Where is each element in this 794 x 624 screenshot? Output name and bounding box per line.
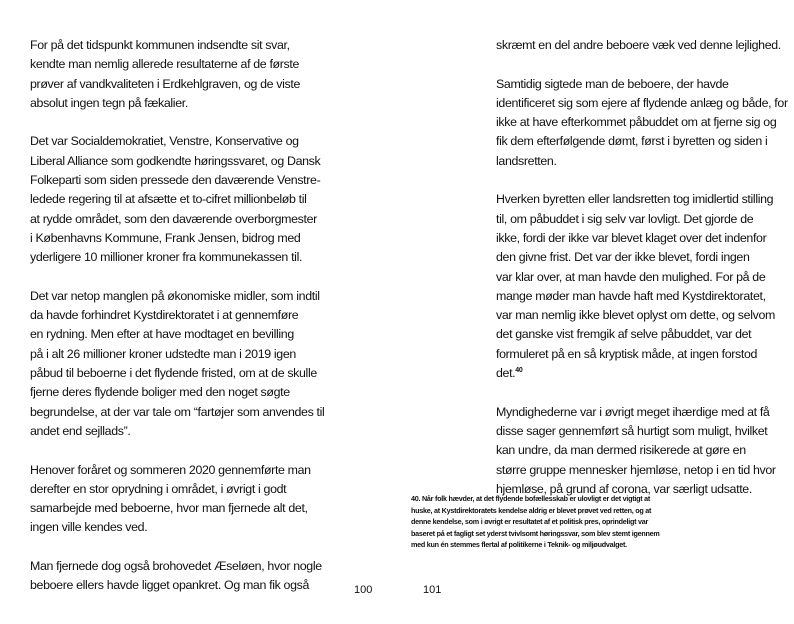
text-line: For på det tidspunkt kommunen indsendte sit svar, bbox=[30, 38, 290, 52]
paragraph-gap bbox=[30, 538, 375, 557]
text-line: Liberal Alliance som godkendte høringssvaret, og Dansk bbox=[30, 153, 321, 168]
text-line: hjemløse, på grund af corona, var særligt udsatte. bbox=[496, 481, 752, 496]
paragraph-gap bbox=[30, 268, 375, 287]
text-line: disse sager gennemført så hurtigt som muligt, hvilket bbox=[496, 423, 768, 438]
footnote-line: 40. Når folk hævder, at det flydende bofællesskab er ulovligt er det vigtigt at bbox=[411, 494, 651, 503]
text-line: i Københavns Kommune, Frank Jensen, bidrog med bbox=[30, 230, 301, 245]
text-line: kan undre, da man dermed risikerede at gøre en bbox=[496, 443, 746, 458]
text-line: var klar over, at man havde den mulighed. For på de bbox=[496, 269, 766, 284]
text-line: det ganske vist fremgik af selve påbuddet, var det bbox=[496, 327, 752, 342]
right-body-text bbox=[496, 36, 788, 499]
text-line bbox=[496, 364, 781, 383]
text-line: en rydning. Men efter at have modtaget en bevilling bbox=[30, 327, 294, 342]
text-line: den givne frist. Det var der ikke blevet, fordi ingen bbox=[496, 250, 750, 265]
paragraph bbox=[496, 403, 781, 499]
paragraph-gap bbox=[30, 441, 375, 460]
paragraph bbox=[496, 36, 781, 55]
footnote-line: med kun én stemmes flertal af politikerne i Teknik- og miljøudvalget. bbox=[411, 540, 627, 549]
paragraph-gap bbox=[30, 113, 375, 132]
text-line: at rydde området, som den daværende overborgmester bbox=[30, 211, 317, 226]
page-number-left: 100 bbox=[354, 584, 373, 596]
footnote-line: baseret på et fagligt set yderst tvivlsomt høringssvar, som blev stemt igennem bbox=[411, 528, 660, 538]
text-line: på i alt 26 millioner kroner udstedte man i 2019 igen bbox=[30, 346, 296, 361]
text-line: større gruppe mennesker hjemløse, netop i en tid hvor bbox=[496, 462, 776, 477]
paragraph bbox=[30, 461, 375, 538]
text-line: til, om påbuddet i sig selv var lovligt. Det gjorde de bbox=[496, 211, 754, 226]
text-line: Samtidig sigtede man de beboere, der havde bbox=[496, 76, 729, 91]
paragraph bbox=[496, 190, 781, 383]
text-line: samarbejde med beboerne, hvor man fjernede alt det, bbox=[30, 501, 308, 516]
text-line: absolut ingen tegn på fækalier. bbox=[30, 95, 188, 110]
text-line: landsretten. bbox=[496, 153, 557, 168]
text-line: kendte man nemlig allerede resultaterne af de første bbox=[30, 57, 300, 72]
paragraph bbox=[30, 132, 375, 267]
text-line: påbud til beboerne i det flydende fristed, om at de skulle bbox=[30, 366, 317, 381]
text-line: begrundelse, at der var tale om “fartøjer som anvendes til bbox=[30, 404, 325, 419]
text-line: beboere ellers havde ligget opankret. Og man fik også bbox=[30, 578, 310, 593]
paragraph-gap bbox=[496, 55, 781, 74]
text-line: Det var netop manglen på økonomiske midler, som indtil bbox=[30, 288, 320, 303]
text-line: andet end sejllads”. bbox=[30, 423, 131, 438]
text-line: Henover foråret og sommeren 2020 gennemførte man bbox=[30, 462, 311, 477]
text-line: mange møder man havde haft med Kystdirektoratet, bbox=[496, 288, 766, 303]
text-line: formuleret på en så kryptisk måde, at ingen forstod bbox=[496, 346, 758, 361]
paragraph bbox=[30, 557, 375, 596]
text-line: Hverken byretten eller landsretten tog imidlertid stilling bbox=[496, 192, 774, 207]
page-number-right: 101 bbox=[423, 584, 442, 596]
footnote bbox=[411, 493, 711, 551]
paragraph bbox=[496, 75, 788, 171]
text-line: Man fjernede dog også brohovedet Æseløen, hvor nogle bbox=[30, 559, 322, 574]
text-line: yderligere 10 millioner kroner fra kommunekassen til. bbox=[30, 250, 303, 265]
text-line: identificeret sig som ejere af flydende anlæg og både, for bbox=[496, 95, 788, 110]
right-page bbox=[397, 0, 794, 624]
text-line: da havde forhindret Kystdirektoratet i at gennemføre bbox=[30, 308, 299, 323]
footnote-reference[interactable]: 40 bbox=[515, 367, 523, 375]
text-line: skræmt en del andre beboere væk ved denne lejlighed. bbox=[496, 38, 781, 52]
text-line: var man nemlig ikke blevet oplyst om dette, og selvom bbox=[496, 308, 775, 323]
text-line: fjerne deres flydende boliger med den noget søgte bbox=[30, 385, 290, 400]
left-body-text bbox=[30, 36, 375, 596]
text-line: Folkeparti som siden pressede den daværende Venstre- bbox=[30, 173, 321, 188]
text-fragment: det. bbox=[496, 366, 516, 381]
text-line: Det var Socialdemokratiet, Venstre, Konservative og bbox=[30, 134, 299, 149]
text-line: prøver af vandkvaliteten i Erdkehlgraven, og de viste bbox=[30, 76, 301, 91]
text-line: ingen ville kendes ved. bbox=[30, 520, 148, 535]
text-line: ikke at have efterkommet påbuddet om at fjerne sig og bbox=[496, 115, 777, 130]
text-line: derefter en stor oprydning i området, i øvrigt i godt bbox=[30, 481, 287, 496]
footnote-line: huske, at Kystdirektoratets kendelse aldrig er blevet prøvet ved retten, og at bbox=[411, 505, 652, 515]
paragraph bbox=[30, 36, 375, 113]
paragraph-gap bbox=[496, 171, 781, 190]
paragraph bbox=[30, 287, 375, 441]
text-line: ledede regering til at afsætte et to-cifret millionbeløb til bbox=[30, 192, 307, 207]
footnote-line: denne kendelse, som i øvrigt er resultatet af et politisk pres, oprindeligt var bbox=[411, 517, 649, 526]
text-line: ikke, fordi der ikke var blevet klaget over det indenfor bbox=[496, 230, 767, 245]
text-line: Myndighederne var i øvrigt meget ihærdige med at få bbox=[496, 404, 770, 419]
text-line: fik dem efterfølgende dømt, først i byretten og siden i bbox=[496, 134, 768, 149]
paragraph-gap bbox=[496, 383, 781, 402]
